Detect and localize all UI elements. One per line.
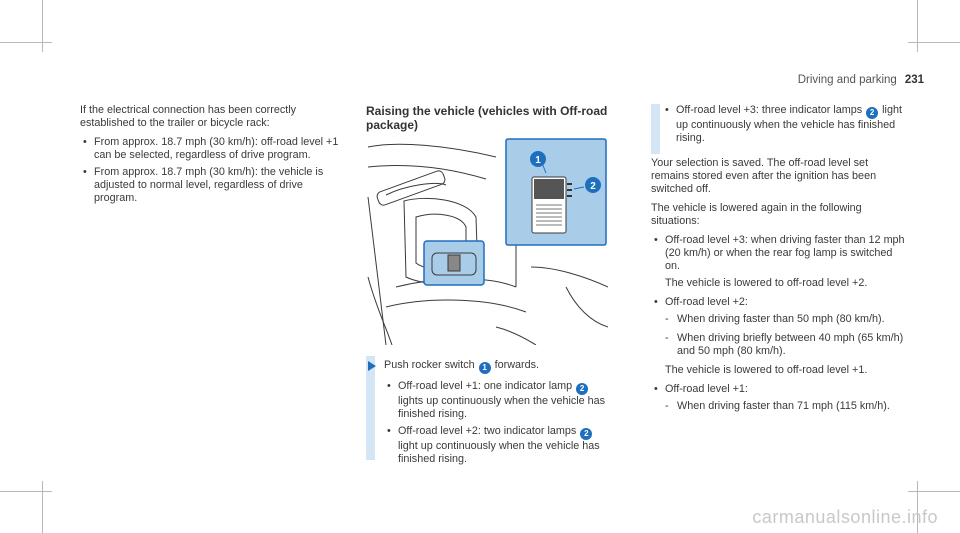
- column-3: [662, 104, 912, 149]
- list-item: • Off-road level +2:: [651, 296, 909, 309]
- section-title: Driving and parking: [797, 74, 897, 86]
- marker-1: 1: [479, 362, 491, 374]
- crop-mark: [0, 491, 52, 492]
- callout-2: 2: [590, 181, 596, 192]
- crop-mark: [917, 0, 918, 52]
- column-2-steps: [384, 359, 616, 470]
- item-text: Off-road level +1: one indicator lamp: [398, 380, 573, 392]
- sub-item: - When driving faster than 71 mph (115 km/h).: [651, 400, 909, 413]
- note: The vehicle is lowered to off-road level +2.: [665, 277, 868, 289]
- note: The vehicle is lowered to off-road level +1.: [665, 364, 868, 376]
- figure-rocker-switch: [366, 137, 608, 345]
- action-arrow-icon: [368, 361, 376, 371]
- list-item: • From approx. 18.7 mph (30 km/h): off-road level +1 can be selected, regardless of drive program.: [80, 136, 342, 162]
- crop-mark: [42, 481, 43, 533]
- action-text-end: forwards.: [494, 359, 540, 371]
- action-step: [384, 359, 616, 374]
- crop-mark: [42, 0, 43, 52]
- sub-item: - When driving briefly between 40 mph (65 km/h) and 50 mph (80 km/h).: [651, 332, 909, 358]
- list-item: [384, 425, 616, 466]
- item-text-end: light up continuously when the vehicle has finished rising.: [676, 104, 902, 144]
- item-text-end: lights up continuously when the vehicle has finished rising.: [398, 395, 606, 420]
- marker-2: 2: [576, 383, 588, 395]
- action-text: Push rocker switch: [384, 359, 475, 371]
- intro-paragraph: If the electrical connection has been correctly established to the trailer or bicycle rack:: [80, 104, 297, 129]
- column-1: [80, 104, 342, 209]
- paragraph: Your selection is saved. The off-road level set remains stored even after the ignition has been switched off.: [651, 157, 877, 195]
- list-item: [384, 380, 616, 421]
- crop-mark: [908, 42, 960, 43]
- item-text: Off-road level +3: three indicator lamps: [676, 104, 863, 116]
- marker-2: 2: [580, 428, 592, 440]
- callout-1: 1: [535, 155, 541, 166]
- section-heading: Raising the vehicle (vehicles with Off-road package): [366, 104, 608, 132]
- illustration: [366, 137, 608, 345]
- sub-item: - When driving faster than 50 mph (80 km/h).: [651, 313, 909, 326]
- item-text-end: light up continuously when the vehicle has finished rising.: [398, 440, 600, 465]
- marker-2: 2: [866, 107, 878, 119]
- list-item: • Off-road level +1:: [651, 383, 909, 396]
- sidebar-bar: [366, 356, 375, 460]
- list-item: • From approx. 18.7 mph (30 km/h): the vehicle is adjusted to normal level, regardless of drive program.: [80, 166, 342, 205]
- column-3-body: [651, 157, 909, 419]
- crop-mark: [0, 42, 52, 43]
- page-number: 231: [904, 74, 924, 86]
- crop-mark: [908, 491, 960, 492]
- paragraph: The vehicle is lowered again in the following situations:: [651, 202, 862, 227]
- item-text: Off-road level +2: two indicator lamps: [398, 425, 577, 437]
- list-item: • Off-road level +3: when driving faster than 12 mph (20 km/h) or when the rear fog lamp is switched on.: [651, 234, 909, 273]
- column-2: [366, 104, 616, 138]
- sidebar-bar: [651, 104, 660, 154]
- watermark: carmanualsonline.info: [752, 507, 938, 527]
- running-header: [798, 74, 924, 86]
- list-item: [662, 104, 912, 145]
